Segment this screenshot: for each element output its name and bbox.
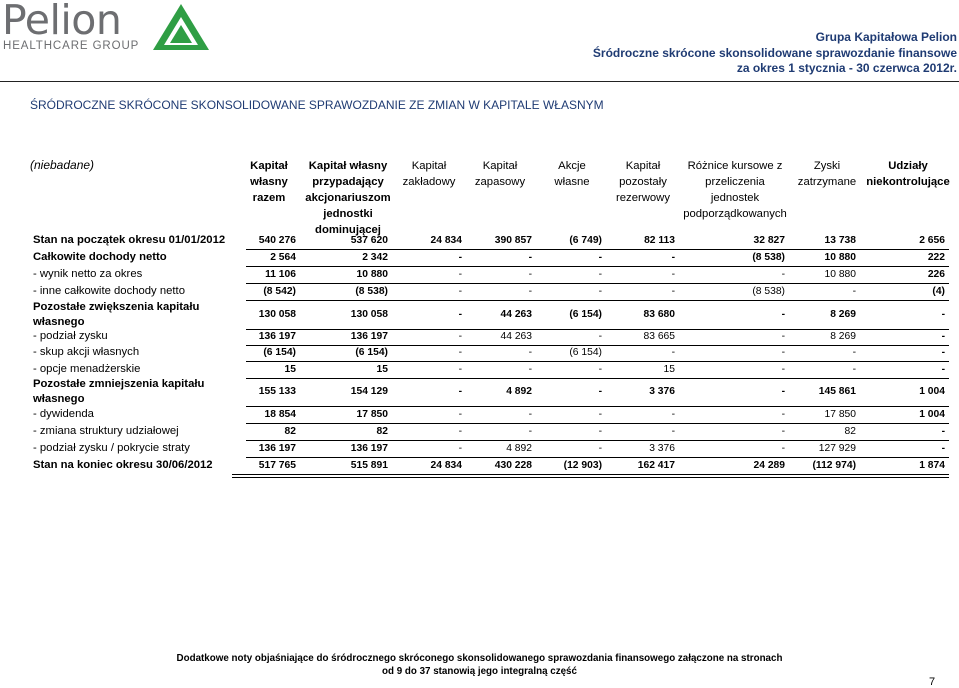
table-cell: 18 854: [264, 409, 296, 421]
page-number: 7: [929, 676, 936, 688]
row-label: Pozostałe zwiększenia kapitału własnego: [33, 300, 200, 328]
row-label: Całkowite dochody netto: [33, 250, 167, 263]
table-cell: -: [528, 251, 532, 263]
table-cell: -: [458, 285, 462, 297]
table-cell: 1 004: [919, 386, 945, 398]
report-header: [593, 30, 957, 77]
table-cell: (12 903): [563, 459, 602, 471]
table-cell: 162 417: [637, 459, 675, 471]
table-cell: -: [528, 425, 532, 437]
row-separator: [246, 457, 949, 458]
footer-line-1: Dodatkowe noty objaśniające do śródrocznego skróconego skonsolidowanego sprawozdania finansowego załączone na stronach: [176, 653, 783, 664]
table-cell: -: [458, 425, 462, 437]
table-cell: 82: [376, 425, 388, 437]
table-cell: -: [941, 363, 945, 375]
table-cell: 15: [663, 363, 675, 375]
table-cell: -: [598, 425, 602, 437]
table-cell: 10 880: [356, 268, 388, 280]
table-cell: -: [852, 363, 856, 375]
table-cell: -: [941, 442, 945, 454]
footer-note: [0, 652, 959, 678]
table-cell: -: [781, 409, 785, 421]
table-cell: -: [458, 309, 462, 321]
table-cell: (6 154): [355, 347, 388, 359]
table-cell: -: [528, 285, 532, 297]
row-label: Stan na początek okresu 01/01/2012: [33, 233, 226, 246]
table-cell: 136 197: [350, 442, 388, 454]
table-cell: 24 834: [430, 234, 462, 246]
table-cell: 8 269: [830, 331, 856, 343]
table-cell: -: [671, 425, 675, 437]
row-label: - podział zysku: [33, 330, 108, 343]
table-cell: (4): [932, 285, 945, 297]
column-header: Różnice kursowe z przeliczenia jednostek podporządkowanych: [683, 160, 787, 220]
table-cell: 4 892: [506, 442, 532, 454]
triangle-logo-icon: [152, 3, 210, 51]
table-cell: (8 538): [752, 285, 785, 297]
table-cell: 136 197: [258, 331, 296, 343]
row-label: Pozostałe zmniejszenia kapitału własnego: [33, 377, 205, 405]
table-cell: 154 129: [350, 386, 388, 398]
table-cell: (112 974): [812, 459, 856, 471]
table-cell: -: [458, 409, 462, 421]
table-cell: 8 269: [830, 309, 856, 321]
company-name: Grupa Kapitałowa Pelion: [815, 30, 957, 44]
row-label: - wynik netto za okres: [33, 267, 143, 280]
table-cell: 537 620: [350, 234, 388, 246]
table-cell: 2 656: [919, 234, 945, 246]
column-header: Kapitał zakładowy: [402, 160, 456, 188]
column-header: Kapitał zapasowy: [474, 160, 526, 188]
table-cell: -: [941, 347, 945, 359]
table-cell: 2 564: [270, 251, 296, 263]
table-cell: -: [941, 331, 945, 343]
table-cell: 44 263: [500, 331, 532, 343]
table-cell: -: [671, 251, 675, 263]
table-cell: -: [781, 331, 785, 343]
table-cell: 517 765: [258, 459, 296, 471]
table-cell: -: [598, 409, 602, 421]
table-cell: -: [458, 251, 462, 263]
table-cell: 13 738: [824, 234, 856, 246]
table-cell: 130 058: [258, 309, 296, 321]
column-header: Akcje własne: [554, 160, 590, 188]
table-cell: 2 342: [362, 251, 388, 263]
footer-line-2: od 9 do 37 stanowią jego integralną część: [382, 666, 577, 677]
row-separator: [246, 249, 949, 250]
table-cell: 11 106: [265, 268, 296, 280]
table-cell: -: [598, 331, 602, 343]
table-cell: (6 154): [569, 347, 602, 359]
logo-wordmark: Pelion: [2, 0, 122, 44]
table-cell: 222: [927, 251, 945, 263]
table-cell: (8 542): [263, 285, 296, 297]
table-cell: -: [598, 386, 602, 398]
table-cell: -: [671, 347, 675, 359]
column-header: Kapitał własny przypadający akcjonariuszom jednostki dominującej: [305, 160, 391, 236]
row-separator: [246, 361, 949, 362]
table-cell: -: [781, 347, 785, 359]
table-cell: -: [852, 347, 856, 359]
table-cell: (6 749): [569, 234, 602, 246]
table-cell: 17 850: [824, 409, 856, 421]
table-cell: -: [528, 347, 532, 359]
table-cell: 390 857: [494, 234, 532, 246]
column-header: Kapitał własny razem: [250, 160, 288, 204]
column-header: Zyski zatrzymane: [797, 160, 857, 188]
table-cell: (6 154): [263, 347, 296, 359]
table-cell: -: [781, 386, 785, 398]
column-header: Kapitał pozostały rezerwowy: [616, 160, 670, 204]
unaudited-note: (niebadane): [30, 158, 95, 172]
table-cell: -: [458, 386, 462, 398]
table-cell: 44 263: [500, 309, 532, 321]
table-cell: -: [852, 285, 856, 297]
row-separator: [246, 406, 949, 407]
table-cell: -: [941, 309, 945, 321]
table-cell: -: [941, 425, 945, 437]
row-label: Stan na koniec okresu 30/06/2012: [33, 458, 213, 471]
table-cell: 130 058: [350, 309, 388, 321]
table-cell: 82 113: [644, 234, 675, 246]
table-cell: -: [458, 331, 462, 343]
table-cell: -: [781, 268, 785, 280]
row-label: - inne całkowite dochody netto: [33, 284, 185, 297]
total-underline: [232, 474, 949, 475]
document-title: ŚRÓDROCZNE SKRÓCONE SKONSOLIDOWANE SPRAWOZDANIE ZE ZMIAN W KAPITALE WŁASNYM: [30, 98, 604, 112]
table-cell: (6 154): [569, 309, 602, 321]
table-cell: -: [598, 363, 602, 375]
table-cell: 145 861: [818, 386, 856, 398]
table-cell: 17 850: [356, 409, 388, 421]
table-cell: 155 133: [258, 386, 296, 398]
row-separator: [246, 266, 949, 267]
table-cell: -: [598, 268, 602, 280]
row-separator: [246, 423, 949, 424]
table-cell: -: [528, 363, 532, 375]
table-cell: (8 538): [752, 251, 785, 263]
table-cell: 4 892: [506, 386, 532, 398]
table-cell: -: [781, 309, 785, 321]
table-cell: -: [598, 442, 602, 454]
table-cell: 32 827: [753, 234, 785, 246]
table-cell: 226: [927, 268, 945, 280]
table-cell: 136 197: [350, 331, 388, 343]
report-name: Śródroczne skrócone skonsolidowane sprawozdanie finansowe: [592, 45, 957, 60]
table-cell: -: [528, 268, 532, 280]
table-cell: -: [781, 442, 785, 454]
pelion-logo: [2, 2, 217, 54]
row-label: - zmiana struktury udziałowej: [33, 424, 179, 437]
table-cell: -: [528, 409, 532, 421]
table-cell: 430 228: [494, 459, 532, 471]
table-cell: 15: [376, 363, 388, 375]
table-cell: 1 874: [919, 459, 945, 471]
table-cell: -: [671, 409, 675, 421]
table-cell: -: [671, 285, 675, 297]
table-cell: 127 929: [818, 442, 856, 454]
row-separator: [246, 378, 949, 379]
table-cell: 540 276: [258, 234, 296, 246]
row-label: - opcje menadżerskie: [33, 362, 141, 375]
table-cell: 3 376: [649, 386, 675, 398]
table-cell: -: [781, 363, 785, 375]
table-cell: -: [598, 251, 602, 263]
table-cell: 83 665: [643, 331, 675, 343]
header-divider: [0, 81, 959, 82]
row-label: - dywidenda: [33, 408, 94, 421]
row-label: - skup akcji własnych: [33, 346, 140, 359]
table-cell: 24 289: [753, 459, 785, 471]
table-cell: 83 680: [643, 309, 675, 321]
table-cell: 515 891: [350, 459, 388, 471]
report-period: za okres 1 stycznia - 30 czerwca 2012r.: [736, 61, 957, 75]
table-cell: -: [781, 425, 785, 437]
table-cell: (8 538): [355, 285, 388, 297]
table-cell: -: [671, 268, 675, 280]
row-separator: [246, 300, 949, 301]
table-cell: -: [598, 285, 602, 297]
table-cell: -: [458, 363, 462, 375]
column-header: Udziały niekontrolujące: [866, 160, 950, 188]
table-cell: -: [458, 442, 462, 454]
table-cell: -: [458, 347, 462, 359]
row-separator: [246, 345, 949, 346]
table-cell: 10 880: [824, 268, 856, 280]
row-label: - podział zysku / pokrycie straty: [33, 441, 190, 454]
logo-subtitle: HEALTHCARE GROUP: [3, 40, 140, 52]
table-cell: -: [458, 268, 462, 280]
table-cell: 15: [284, 363, 296, 375]
table-cell: 24 834: [430, 459, 462, 471]
table-cell: 82: [284, 425, 296, 437]
row-separator: [246, 329, 949, 330]
total-underline: [232, 477, 949, 478]
table-cell: 82: [844, 425, 856, 437]
table-cell: 136 197: [258, 442, 296, 454]
table-cell: 1 004: [919, 409, 945, 421]
row-separator: [246, 440, 949, 441]
table-cell: 3 376: [649, 442, 675, 454]
table-cell: 10 880: [824, 251, 856, 263]
row-separator: [246, 283, 949, 284]
